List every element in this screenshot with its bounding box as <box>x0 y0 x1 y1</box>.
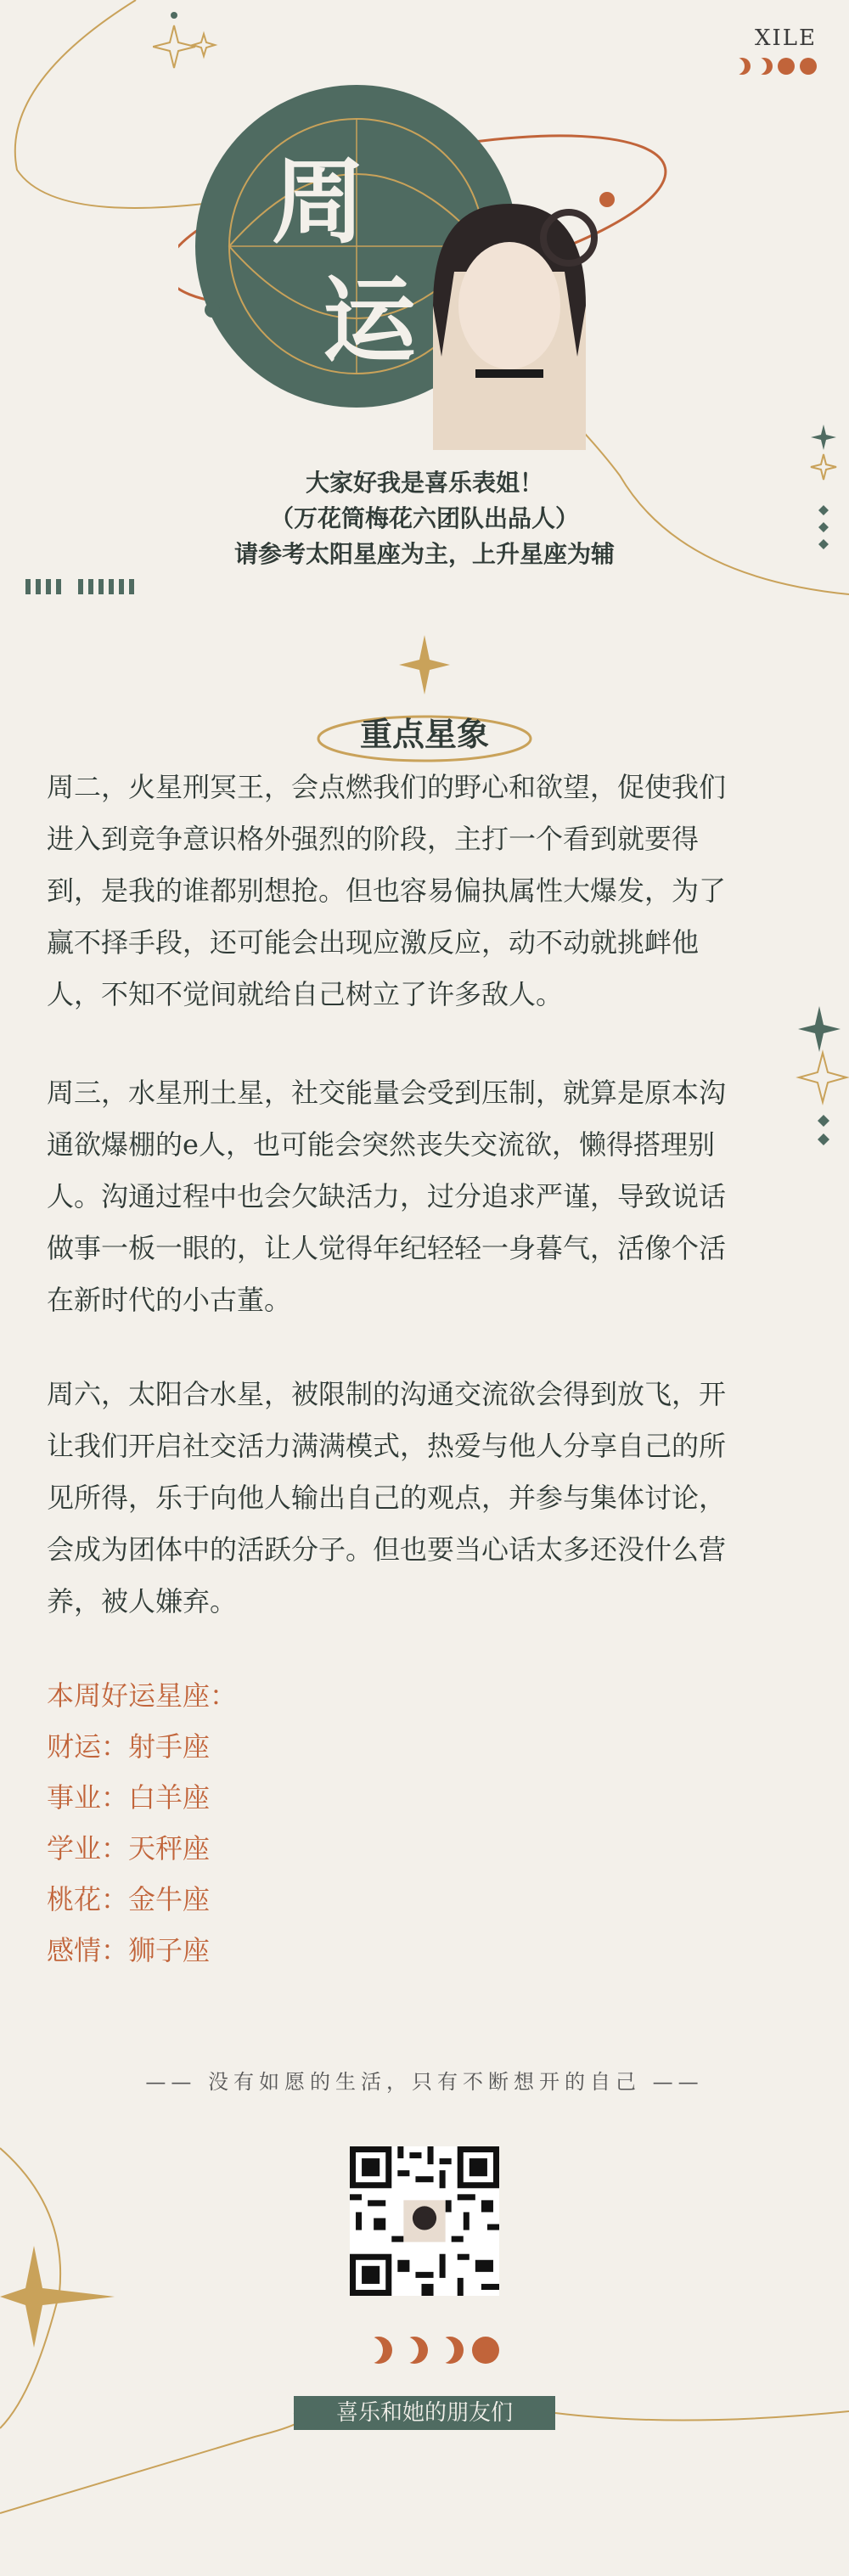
text-line: 会成为团体中的活跃分子。但也要当心话太多还没什么营 <box>47 1533 727 1566</box>
moon-phases-icon <box>734 58 817 75</box>
avatar-portrait <box>433 204 594 450</box>
hero-astrolabe <box>178 51 688 458</box>
intro-text <box>0 465 849 572</box>
footer-label: 喜乐和她的朋友们 <box>294 2396 555 2430</box>
text-line: 赢不择手段，还可能会出现应激反应，动不动就挑衅他 <box>47 926 700 959</box>
intro-line-3: 请参考太阳星座为主，上升星座为辅 <box>233 540 615 568</box>
moon-phases-footer-icon <box>365 2337 499 2364</box>
text-line: 通欲爆棚的e人，也可能会突然丧失交流欲，懒得搭理别 <box>47 1128 715 1161</box>
barcode-decoration <box>25 579 134 594</box>
text-line: 做事一板一眼的，让人觉得年纪轻轻一身暮气，活像个活 <box>47 1232 727 1264</box>
text-line: 到，是我的谁都别想抢。但也容易偏执属性大爆发，为了 <box>47 875 727 907</box>
paragraph-3 <box>47 1369 802 1628</box>
text-line: 见所得，乐于向他人输出自己的观点，并参与集体讨论， <box>47 1482 727 1514</box>
intro-line-2: （万花筒梅花六团队出品人） <box>269 504 579 532</box>
hero-title-char-2: 运 <box>323 267 416 375</box>
text-line: 人，不知不觉间就给自己树立了许多敌人。 <box>47 978 564 1010</box>
qr-code[interactable] <box>350 2146 499 2296</box>
lucky-item: 学业：天秤座 <box>47 1832 211 1865</box>
text-line: 进入到竞争意识格外强烈的阶段，主打一个看到就要得 <box>47 823 700 855</box>
text-line: 周三，水星刑土星，社交能量会受到压制，就算是原本沟 <box>47 1077 727 1109</box>
text-line: 人。沟通过程中也会欠缺活力，过分追求严谨，导致说话 <box>47 1180 727 1212</box>
section-title: 重点星象 <box>359 715 489 753</box>
text-line: 周二，火星刑冥王，会点燃我们的野心和欲望，促使我们 <box>47 771 727 803</box>
intro-line-1: 大家好我是喜乐表姐！ <box>305 469 543 497</box>
footer-motto: —— 没有如愿的生活，只有不断想开的自己 —— <box>145 2070 704 2094</box>
text-line: 周六，太阳合水星，被限制的沟通交流欲会得到放飞，开 <box>47 1378 727 1410</box>
lucky-item: 事业：白羊座 <box>47 1781 211 1814</box>
paragraph-1 <box>47 762 802 1021</box>
lucky-item: 财运：射手座 <box>47 1730 211 1763</box>
lucky-item: 感情：狮子座 <box>47 1934 211 1966</box>
lucky-item: 桃花：金牛座 <box>47 1883 211 1915</box>
hero-title-char-1: 周 <box>272 148 365 256</box>
lucky-signs-list <box>47 1670 237 1976</box>
text-line: 让我们开启社交活力满满模式，热爱与他人分享自己的所 <box>47 1430 727 1462</box>
lucky-heading: 本周好运星座： <box>47 1679 238 1712</box>
large-star-icon <box>0 2246 119 2348</box>
four-point-star-icon <box>399 635 450 695</box>
paragraph-2 <box>47 1067 802 1326</box>
text-line: 养，被人嫌弃。 <box>47 1585 238 1617</box>
text-line: 在新时代的小古董。 <box>47 1284 292 1316</box>
brand-label: XILE <box>754 25 817 51</box>
